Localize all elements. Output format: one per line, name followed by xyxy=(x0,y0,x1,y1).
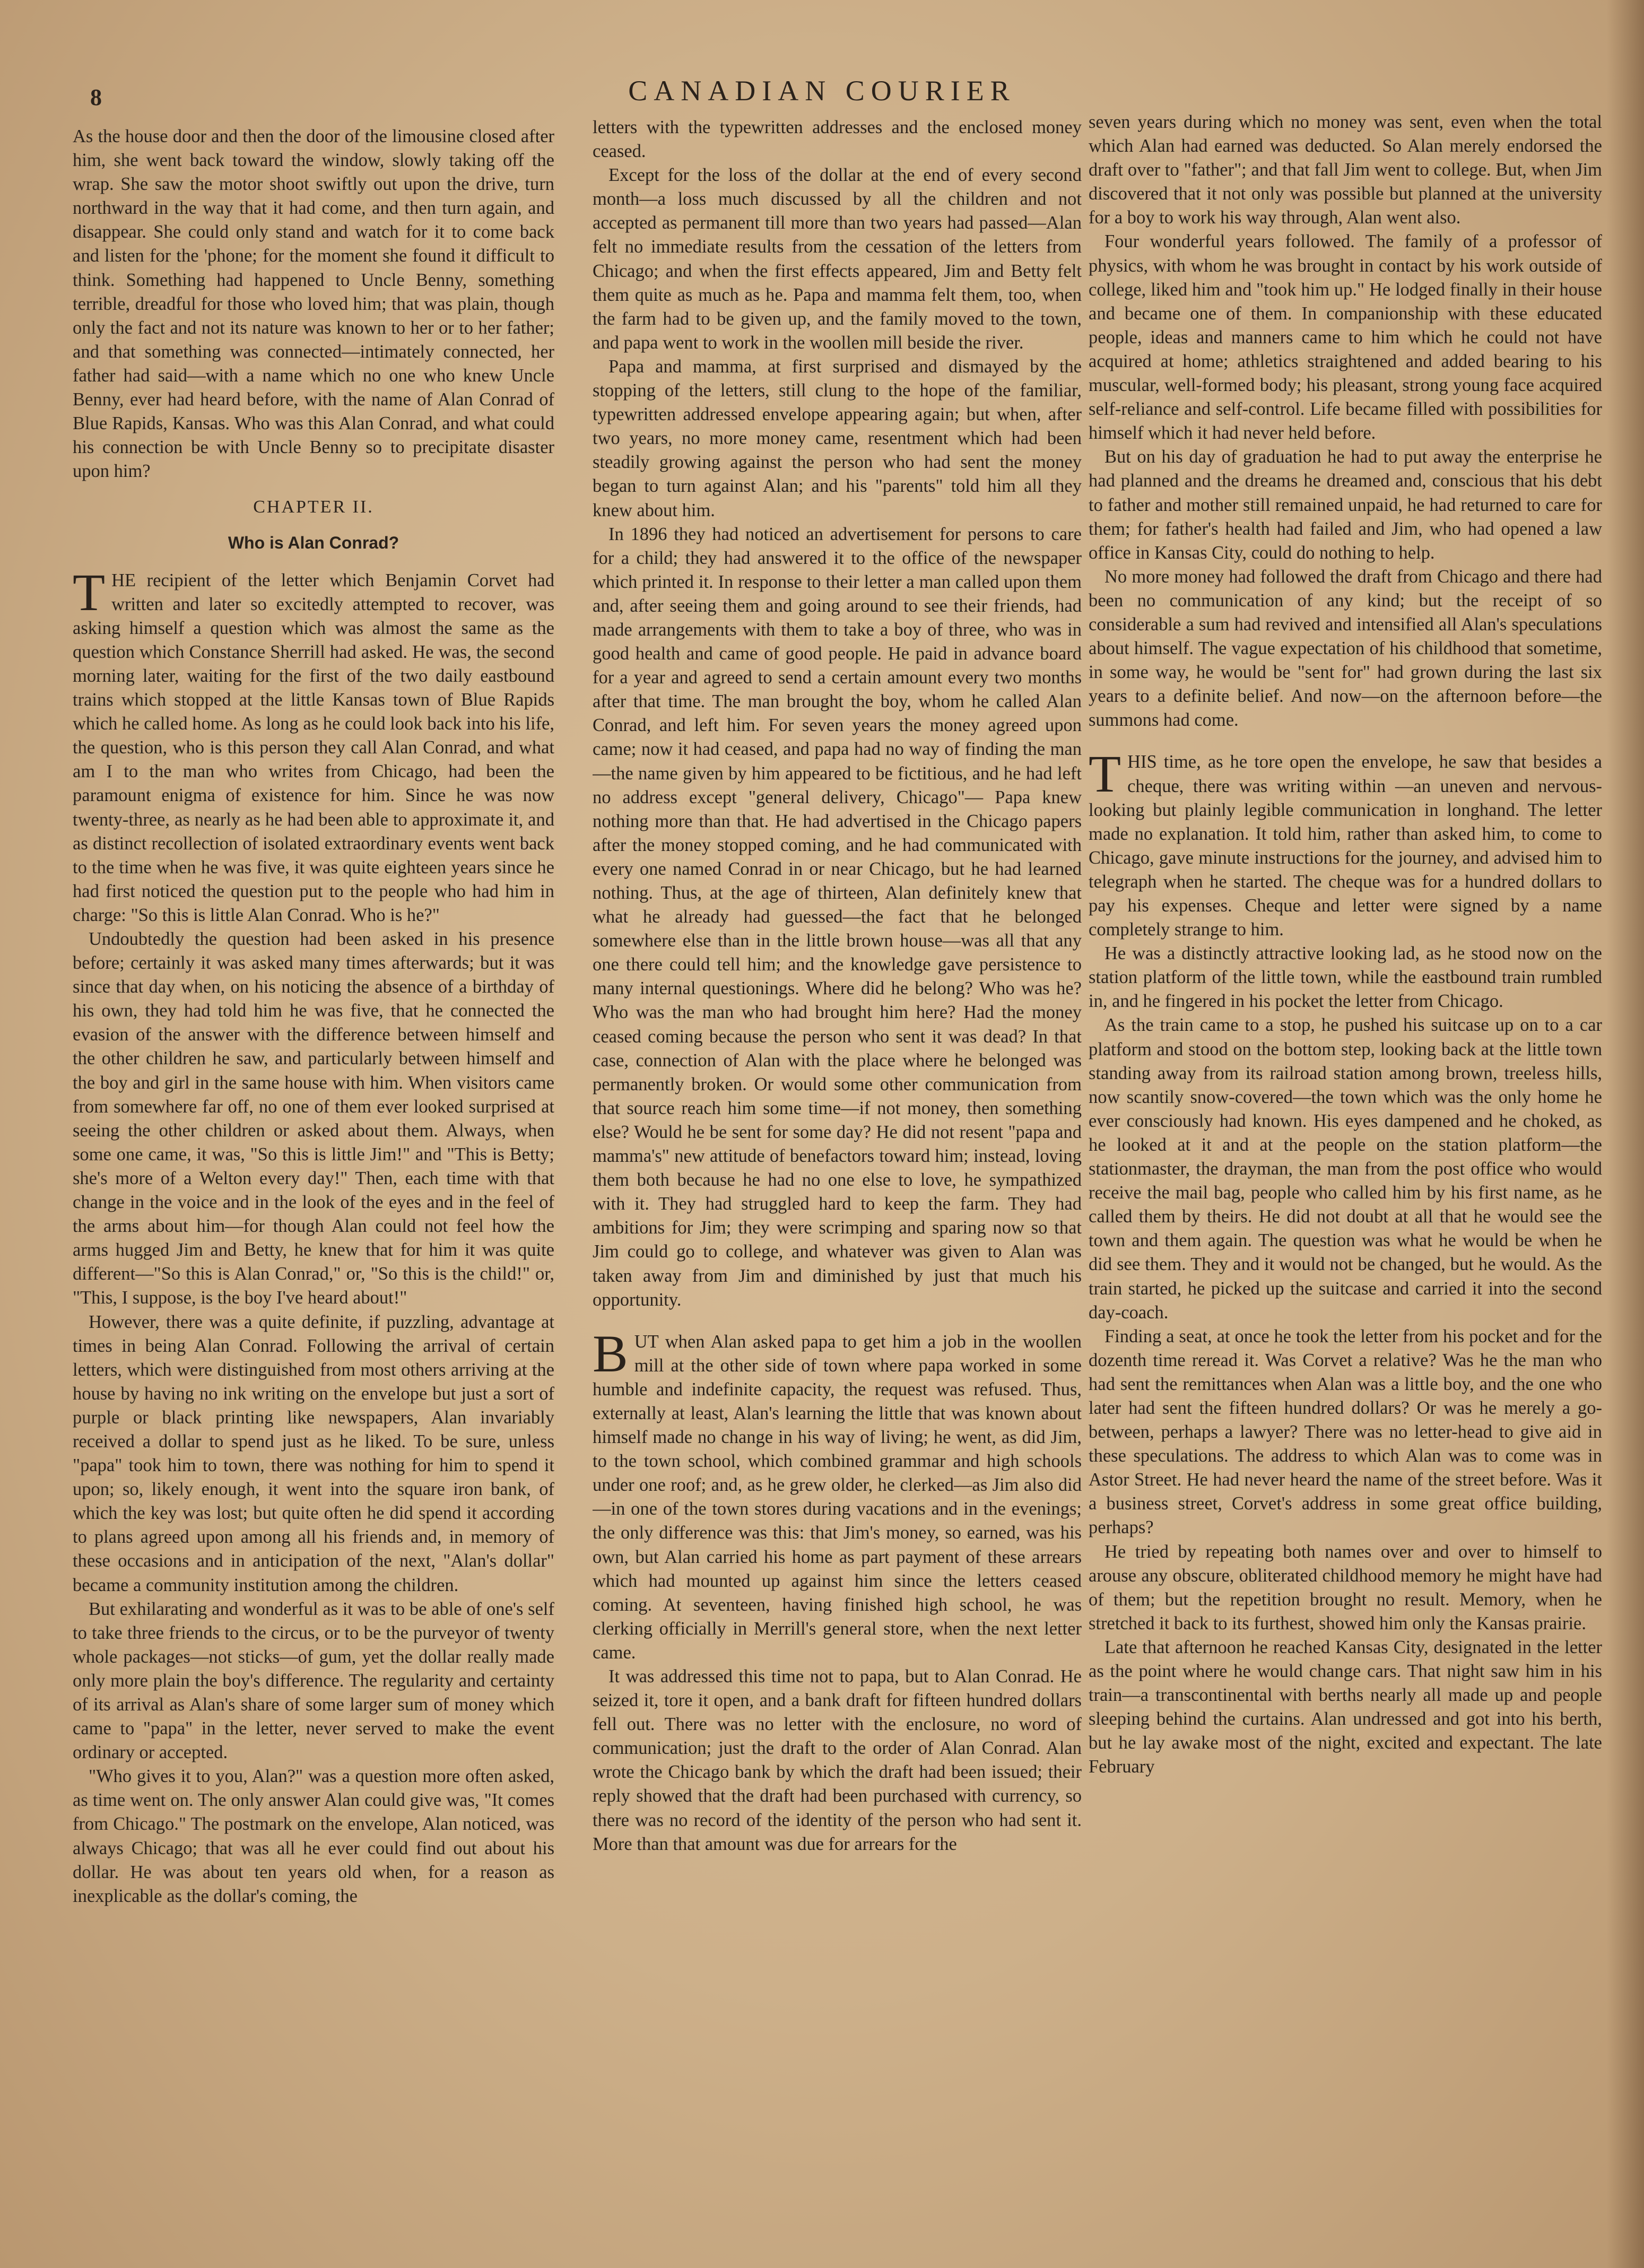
paragraph: Papa and mamma, at first surprised and dismayed by the stopping of the letters, still clung to the hope of the familiar, typewritten addressed envelope appearing again; but when, after two years, no more money came, resentment which had been steadily growing against the person who had sent the money began to turn against Alan; and his "parents" told him all they knew about him. xyxy=(593,356,1082,520)
drop-cap: T xyxy=(73,562,106,622)
drop-cap: T xyxy=(1089,744,1121,804)
paragraph: Except for the loss of the dollar at the end of every second month—a loss much discussed by all the children and not accepted as permanent till more than two years had passed—Alan felt no immediate results from the cessation of the letters from Chicago; and when the first effects appeared, Jim and Betty felt them quite as much as he. Papa and mamma felt them, too, when the farm had to be given up, and the family moved to the town, and papa went to work in the woollen mill beside the river. xyxy=(593,165,1082,353)
page-number: 8 xyxy=(90,84,102,110)
section-gap xyxy=(593,1312,1082,1330)
paragraph-text: HIS time, as he tore open the envelope, he saw that besides a cheque, there was writing within —an uneven and nervous-looking but plainly legible communication in longhand. The letter made no explanation. It told him, rather than asked him, to come to Chicago, gave minute instructions for the journey, and advised him to telegraph when he started. The cheque was for a hundred dollars to pay his expenses. Cheque and letter were signed by a name completely strange to him. xyxy=(1089,752,1602,940)
paragraph: However, there was a quite definite, if puzzling, advantage at times in being Alan Conrad. Following the arrival of certain letters, which were distinguished from most others arriving at the house by having no ink writing on the envelope but just a sort of purple or black printing like newspapers, Alan invariably received a dollar to spend just as he liked. To be sure, unless "papa" took him to town, there was nothing for him to spend it upon; so, likely enough, it went into the square iron bank, of which the key was lost; but quite often he did spend it according to plans agreed upon among all his friends and, in memory of these occasions and in anticipation of the next, "Alan's dollar" became a community institution among the children. xyxy=(73,1311,554,1595)
drop-cap: B xyxy=(593,1324,628,1383)
paragraph: seven years during which no money was sent, even when the total which Alan had earned was deducted. So Alan merely endorsed the draft over to "father"; and that fall Jim went to college. But, when Jim discovered that it not only was possible but planned at the university for a boy to work his way through, Alan went also. xyxy=(1089,112,1602,228)
column-1 xyxy=(73,125,554,2244)
column-2 xyxy=(593,116,1082,2244)
paragraph: He tried by repeating both names over and over to himself to arouse any obscure, obliterated childhood memory he might have had of them; but the repetition brought no result. Memory, when he stretched it back to its furthest, showed him only the Kansas prairie. xyxy=(1089,1541,1602,1633)
paragraph-text: HE recipient of the letter which Benjamin Corvet had written and later so excitedly attempted to recover, was asking himself a question which was almost the same as the question which Constance Sherrill had asked. He was, the second morning later, waiting for the first of the two daily eastbound trains which stopped at the little Kansas town of Blue Rapids which he called home. As long as he could look back into his life, the question, who is this person they call Alan Conrad, and what am I to the man who writes from Chicago, had been the paramount enigma of existence for him. Since he was now twenty-three, as nearly as he had been able to approximate it, and as distinct recollection of isolated extraordinary events went back to the time when he was five, it was quite eighteen years since he had first noticed the question put to the people who had him in charge: "So this is little Alan Conrad. Who is he?" xyxy=(73,570,554,925)
paragraph-text: UT when Alan asked papa to get him a job in the woollen mill at the other side of town where papa worked in some humble and indefinite capacity, the request was refused. Thus, externally at least, Alan's learning the little that was known about himself made no change in his way of living; he went, as did Jim, to the town school, which combined grammar and high schools under one roof; and, as he grew older, he clerked—as Jim also did—in one of the town stores during vacations and in the evenings; the only difference was this: that Jim's money, so earned, was his own, but Alan carried his home as part payment of these arrears which had mounted up against him since the letters ceased coming. At seventeen, having finished high school, he was clerking officially in Merrill's general store, when the next letter came. xyxy=(593,1331,1082,1663)
paragraph-dropcap xyxy=(73,562,554,927)
chapter-title: CHAPTER II. xyxy=(253,497,374,517)
paragraph-dropcap xyxy=(1089,744,1602,942)
paragraph: In 1896 they had noticed an advertisement for persons to care for a child; they had answered it to the office of the newspaper which printed it. In response to their letter a man called upon them and, after seeing them and going around to see their friends, had made arrangements with them to take a boy of three, who was in good health and came of good people. He paid in advance board for a year and agreed to send a certain amount every two months after that time. The man brought the boy, whom he called Alan Conrad, and left him. For seven years the money agreed upon came; now it had ceased, and papa had no way of finding the man—the name given by him appeared to be fictitious, and he had left no address except "general delivery, Chicago"— Papa knew nothing more than that. He had advertised in the Chicago papers after the money stopped coming, and he had communicated with every one named Conrad in or near Chicago, but he had learned nothing. Thus, at the age of thirteen, Alan definitely knew that what he already had guessed—the fact that he belonged somewhere else than in the little brown house—was all that any one there could tell him; and the knowledge gave persistence to many internal questionings. Where did he belong? Who was he? Who was the man who had brought him here? Had the money ceased coming because the person who sent it was dead? In that case, connection of Alan with the place where he belonged was permanently broken. Or would some other communication from that source reach him some time—if not money, then something else? Would he be sent for some day? He did not resent "papa and mamma's" new attitude of benefactors toward him; instead, loving them both because he had no one else to love, he sympathized with it. They had struggled hard to keep the farm. They had ambitions for Jim; they were scrimping and sparing now so that Jim could go to college, and whatever was given to Alan was taken away from Jim and diminished by just that much his opportunity. xyxy=(593,524,1082,1310)
paragraph: Late that afternoon he reached Kansas City, designated in the letter as the point where he would change cars. That night saw him in his train—a transcontinental with berths nearly all made up and people sleeping behind the curtains. Alan undressed and got into his berth, but he lay awake most of the night, excited and expectant. The late February xyxy=(1089,1637,1602,1777)
paragraph-dropcap xyxy=(593,1324,1082,1665)
paragraph: He was a distinctly attractive looking lad, as he stood now on the station platform of the little town, while the eastbound train rumbled in, and he fingered in his pocket the letter from Chicago. xyxy=(1089,943,1602,1012)
paragraph: As the house door and then the door of the limousine closed after him, she went back toward the window, slowly taking off the wrap. She saw the motor shoot swiftly out upon the drive, turn northward in the way that it had come, and then turn again, and disappear. She could only stand and watch for it to come back and listen for the 'phone; for the moment she found it difficult to think. Something had happened to Uncle Benny, something terrible, dreadful for those who loved him; that was plain, though only the fact and not its nature was known to her or to her father; and that something was connected—intimately connected, her father had said—with a name which no one who knew Uncle Benny, ever had heard before, with the name of Alan Conrad of Blue Rapids, Kansas. Who was this Alan Conrad, and what could his connection be with Uncle Benny so to precipitate disaster upon him? xyxy=(73,126,554,482)
paragraph: Undoubtedly the question had been asked in his presence before; certainly it was asked many times afterwards; but it was since that day when, on his noticing the absence of a birthday of his own, they had told him he was five, that he connected the evasion of the answer with the difference between himself and the other children he saw, and particularly between himself and the boy and girl in the same house with him. When visitors came from somewhere far off, no one of them ever looked surprised at seeing the other children or asked about them. Always, when some one came, it was, "So this is little Jim!" and "This is Betty; she's more of a Welton every day!" Then, each time with that change in the voice and in the look of the eyes and in the feel of the arms about him—for though Alan could not feel how the arms hugged Jim and Betty, he knew that for him it was quite different—"So this is Alan Conrad," or, "So this is the child!" or, "This, I suppose, is the boy I've heard about!" xyxy=(73,929,554,1308)
paragraph: But exhilarating and wonderful as it was to be able of one's self to take three friends to the circus, or to be the purveyor of twenty whole packages—not sticks—of gum, yet the dollar really made only more plain the boy's difference. The regularity and certainty of its arrival as Alan's share of some larger sum of money which came to "papa" in the letter, never served to make the event ordinary or accepted. xyxy=(73,1598,554,1763)
column-3 xyxy=(1089,110,1602,2244)
paragraph: It was addressed this time not to papa, but to Alan Conrad. He seized it, tore it open, and a bank draft for fifteen hundred dollars fell out. There was no letter with the enclosure, no word of communication; just the draft to the order of Alan Conrad. Alan wrote the Chicago bank by which the draft had been issued; their reply showed that the draft had been purchased with currency, so there was no record of the identity of the person who had sent it. More than that amount was due for arrears for the xyxy=(593,1666,1082,1854)
paragraph: Finding a seat, at once he took the letter from his pocket and for the dozenth time reread it. Was Corvet a relative? Was he the man who had sent the remittances when Alan was a little boy, and the one who later had sent the fifteen hundred dollars? Or was he merely a go-between, perhaps a lawyer? There was no letter-head to give aid in these speculations. The address to which Alan was to come was in Astor Street. He had never heard the name of the street before. Was it a business street, Corvet's address in some great office building, perhaps? xyxy=(1089,1326,1602,1538)
section-gap xyxy=(1089,732,1602,750)
publication-title: CANADIAN COURIER xyxy=(628,75,1016,107)
chapter-subtitle: Who is Alan Conrad? xyxy=(228,533,399,552)
page-edge-shadow xyxy=(1607,0,1644,2268)
paragraph: As the train came to a stop, he pushed his suitcase up on to a car platform and stood on the bottom step, looking back at the little town standing away from its railroad station among brown, treeless hills, now scantily snow-covered—the town which was the only home he ever consciously had known. His eyes dampened and he choked, as he looked at it and at the people on the station platform—the stationmaster, the drayman, the man from the post office who would receive the mail bag, people who called him by his first name, as he called them by theirs. He did not doubt at all that he would see the town and them again. The question was what he would be when he did see them. They and it would not be changed, but he would. As the train started, he picked up the suitcase and carried it into the second day-coach. xyxy=(1089,1015,1602,1323)
paragraph: Four wonderful years followed. The family of a professor of physics, with whom he was brought in contact by his work outside of college, liked him and "took him up." He lodged finally in their house and became one of them. In companionship with these educated people, ideas and manners came to him which he could not have acquired at home; athletics straightened and added bearing to his muscular, well-formed body; his pleasant, strong young face acquired self-reliance and self-control. Life became filled with possibilities for himself which it had never held before. xyxy=(1089,231,1602,444)
paragraph: letters with the typewritten addresses and the enclosed money ceased. xyxy=(593,117,1082,162)
paragraph: "Who gives it to you, Alan?" was a question more often asked, as time went on. The only answer Alan could give was, "It comes from Chicago." The postmark on the envelope, Alan noticed, was always Chicago; that was all he ever could find out about his dollar. He was about ten years old when, for a reason as inexplicable as the dollar's coming, the xyxy=(73,1766,554,1906)
paragraph: But on his day of graduation he had to put away the enterprise he had planned and the dreams he dreamed and, conscious that his debt to father and mother still remained unpaid, he had returned to care for them; for father's health had failed and Jim, who had opened a law office in Kansas City, could do nothing to help. xyxy=(1089,447,1602,563)
paragraph: No more money had followed the draft from Chicago and there had been no communication of any kind; but the receipt of so considerable a sum had revived and intensified all Alan's speculations about himself. The vague expectation of his childhood that sometime, in some way, he would be "sent for" had grown during the last six years to a definite belief. And now—on the afternoon before—the summons had come. xyxy=(1089,566,1602,731)
